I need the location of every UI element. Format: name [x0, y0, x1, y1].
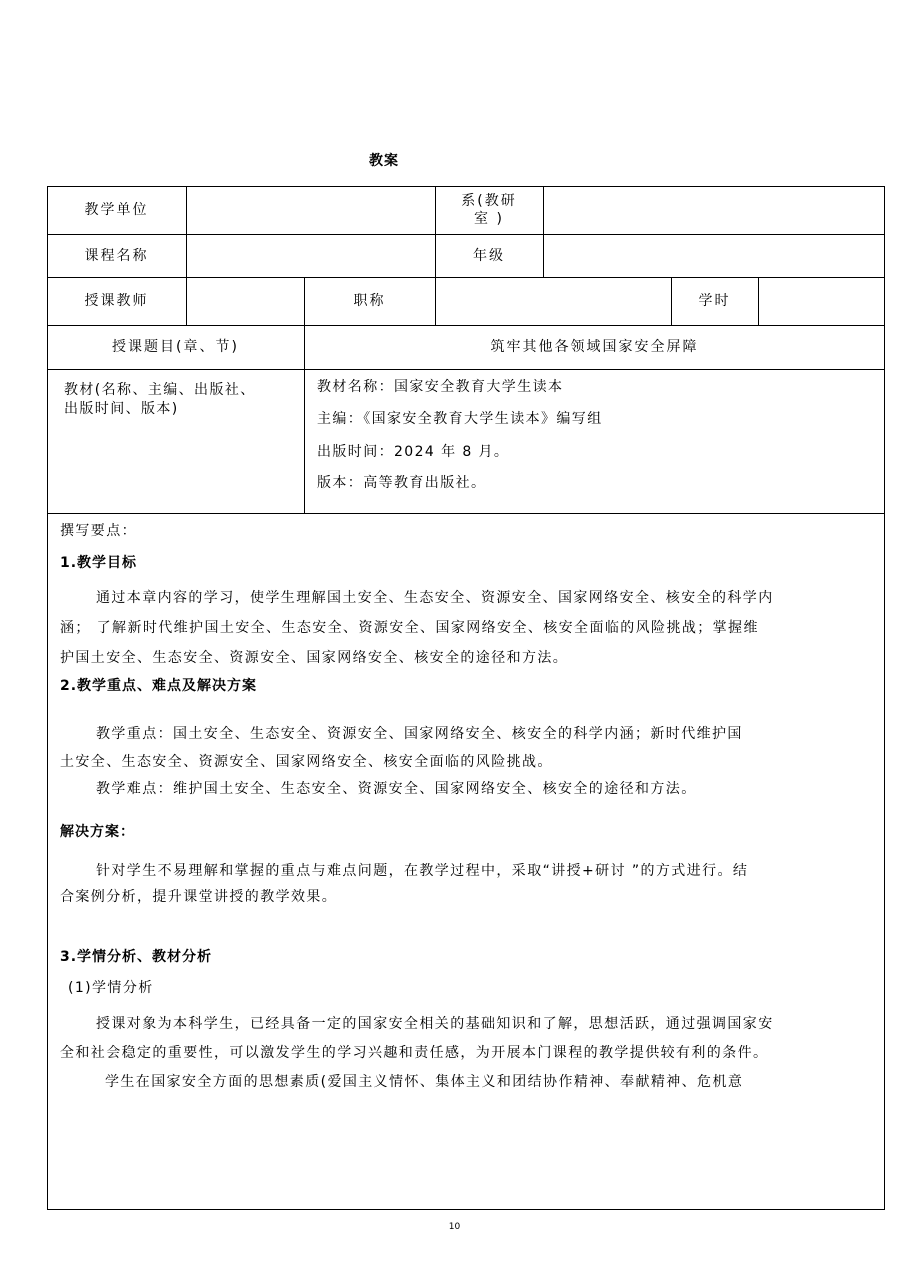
textbook-label-line-2: 出版时间、版本)	[64, 401, 179, 417]
writing-points-intro: 撰写要点：	[60, 523, 137, 539]
paragraph-line: 教学重点：国土安全、生态安全、资源安全、国家网络安全、核安全的科学内涵；新时代维护国	[96, 726, 743, 742]
department-label	[435, 186, 543, 234]
job-title-label: 职称	[353, 293, 386, 309]
column-divider	[758, 277, 759, 325]
textbook-edition: 版本：高等教育出版社。	[317, 475, 487, 491]
unit-label: 教学单位	[84, 202, 149, 218]
section-heading-solution: 解决方案：	[60, 824, 135, 840]
department-label-line-2: 室 )	[474, 211, 504, 227]
textbook-date: 出版时间：2024 年 8 月。	[317, 444, 510, 460]
page-number: 10	[448, 1222, 461, 1232]
topic-label: 授课题目(章、节)	[112, 339, 239, 355]
column-divider	[543, 186, 544, 277]
document-title: 教案	[369, 153, 399, 169]
textbook-editor: 主编：《国家安全教育大学生读本》编写组	[317, 411, 603, 427]
course-label: 课程名称	[84, 247, 149, 264]
subsection-heading: (1)学情分析	[68, 980, 154, 996]
section-heading-key-points: 2.教学重点、难点及解决方案	[60, 678, 258, 694]
paragraph-line: 全和社会稳定的重要性，可以激发学生的学习兴趣和责任感，为开展本门课程的教学提供较有利的条件。	[60, 1045, 769, 1061]
row-divider	[47, 369, 885, 370]
department-label-line-1: 系(教研	[461, 193, 517, 209]
textbook-name: 教材名称：国家安全教育大学生读本	[317, 379, 564, 395]
teacher-label: 授课教师	[84, 293, 149, 309]
paragraph-line: 护国土安全、生态安全、资源安全、国家网络安全、核安全的途径和方法。	[60, 650, 569, 666]
column-divider	[186, 186, 187, 325]
section-heading-analysis: 3.学情分析、教材分析	[60, 949, 213, 965]
class-hours-label: 学时	[698, 293, 731, 309]
paragraph-line: 授课对象为本科学生，已经具备一定的国家安全相关的基础知识和了解，思想活跃，通过强调国家安	[96, 1016, 774, 1032]
grade-label: 年级	[473, 247, 505, 264]
paragraph-line: 教学难点：维护国土安全、生态安全、资源安全、国家网络安全、核安全的途径和方法。	[96, 781, 697, 797]
paragraph-line: 土安全、生态安全、资源安全、国家网络安全、核安全面临的风险挑战。	[60, 754, 553, 770]
paragraph-line: 学生在国家安全方面的思想素质(爱国主义情怀、集体主义和团结协作精神、奉献精神、危机意	[105, 1074, 744, 1090]
paragraph-line: 涵； 了解新时代维护国土安全、生态安全、资源安全、国家网络安全、核安全面临的风险挑战；掌握维	[60, 620, 759, 636]
paragraph-line: 通过本章内容的学习，使学生理解国土安全、生态安全、资源安全、国家网络安全、核安全的科学内	[96, 590, 774, 606]
section-heading-objectives: 1.教学目标	[60, 555, 138, 571]
topic-value: 筑牢其他各领域国家安全屏障	[490, 339, 699, 355]
textbook-label-line-1: 教材(名称、主编、出版社、	[64, 382, 256, 398]
paragraph-line: 针对学生不易理解和掌握的重点与难点问题，在教学过程中，采取“讲授+研讨 ”的方式进行。结	[96, 863, 749, 879]
row-divider	[47, 513, 885, 514]
paragraph-line: 合案例分析，提升课堂讲授的教学效果。	[60, 889, 338, 905]
